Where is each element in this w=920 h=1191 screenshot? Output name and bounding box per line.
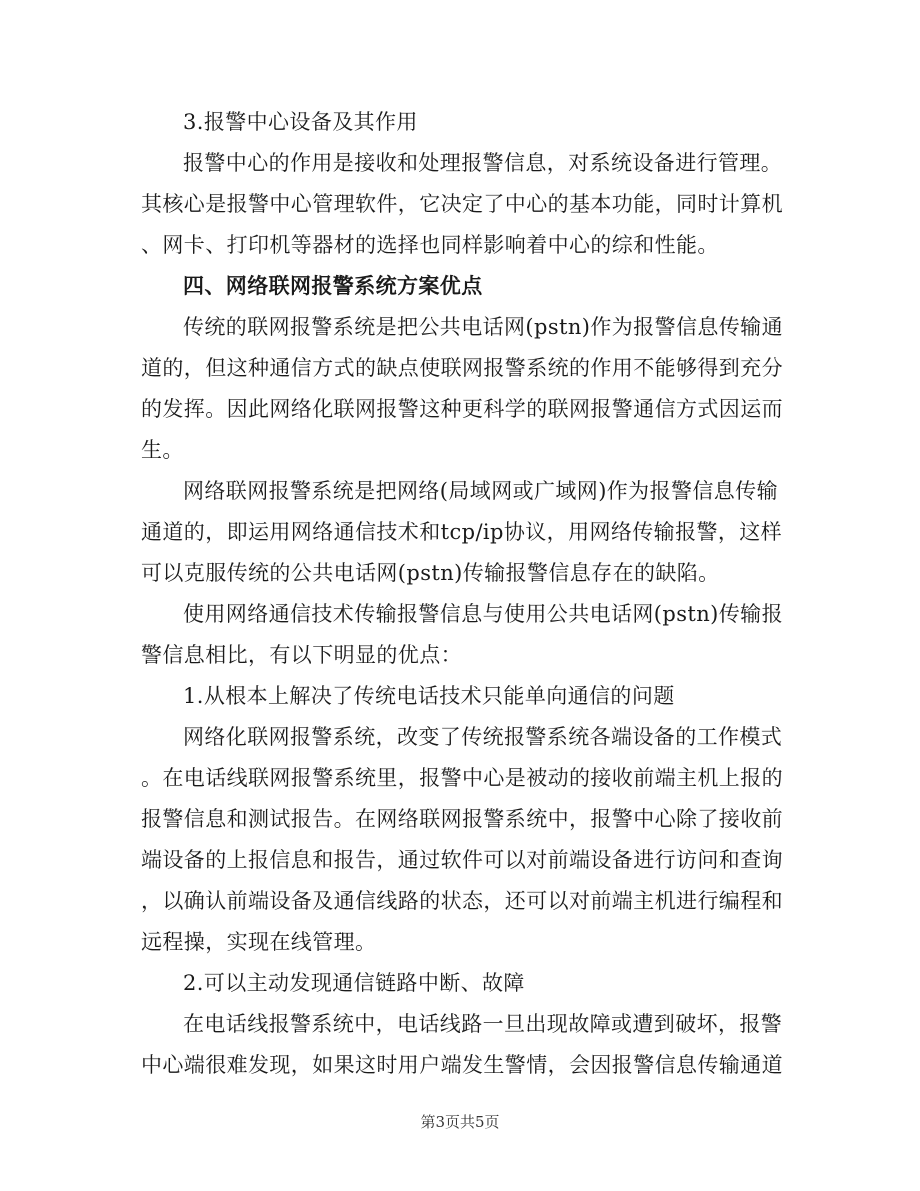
body-paragraph-line: 其核心是报警中心管理软件，它决定了中心的基本功能，同时计算机 [141, 192, 783, 216]
body-paragraph-line: 网络联网报警系统是把网络(局域网或广域网)作为报警信息传输 [183, 479, 778, 503]
subsection-heading-1: 1.从根本上解决了传统电话技术只能单向通信的问题 [183, 684, 675, 708]
body-paragraph-line: 可以克服传统的公共电话网(pstn)传输报警信息存在的缺陷。 [141, 561, 720, 585]
body-paragraph-line: 、网卡、打印机等器材的选择也同样影响着中心的综和性能。 [141, 233, 719, 257]
body-paragraph-line: 使用网络通信技术传输报警信息与使用公共电话网(pstn)传输报 [183, 602, 783, 626]
section-heading-4: 四、网络联网报警系统方案优点 [183, 273, 483, 298]
section-heading-3: 3.报警中心设备及其作用 [183, 110, 418, 134]
body-paragraph-line: 的发挥。因此网络化联网报警这种更科学的联网报警通信方式因运而 [141, 397, 783, 421]
body-paragraph-line: 生。 [141, 438, 184, 462]
body-paragraph-line: 通道的，即运用网络通信技术和tcp/ip协议，用网络传输报警，这样 [141, 520, 783, 544]
page-number-footer: 第3页共5页 [420, 1113, 500, 1131]
body-paragraph-line: 在电话线报警系统中，电话线路一旦出现故障或遭到破坏，报警 [183, 1012, 783, 1036]
body-paragraph-line: 警信息相比，有以下明显的优点： [141, 643, 462, 667]
subsection-heading-2: 2.可以主动发现通信链路中断、故障 [183, 971, 525, 995]
body-paragraph-line: 端设备的上报信息和报告，通过软件可以对前端设备进行访问和查询 [141, 848, 783, 872]
body-paragraph-line: 。在电话线联网报警系统里，报警中心是被动的接收前端主机上报的 [141, 766, 783, 790]
body-paragraph-line: 道的，但这种通信方式的缺点使联网报警系统的作用不能够得到充分 [141, 356, 783, 380]
body-paragraph-line: 远程操，实现在线管理。 [141, 930, 377, 954]
body-paragraph-line: ，以确认前端设备及通信线路的状态，还可以对前端主机进行编程和 [141, 889, 783, 913]
body-paragraph-line: 报警中心的作用是接收和处理报警信息，对系统设备进行管理。 [183, 151, 783, 175]
body-paragraph-line: 报警信息和测试报告。在网络联网报警系统中，报警中心除了接收前 [141, 807, 783, 831]
body-paragraph-line: 中心端很难发现，如果这时用户端发生警情，会因报警信息传输通道 [141, 1053, 783, 1077]
body-paragraph-line: 网络化联网报警系统，改变了传统报警系统各端设备的工作模式 [183, 725, 783, 749]
body-paragraph-line: 传统的联网报警系统是把公共电话网(pstn)作为报警信息传输通 [183, 315, 783, 339]
